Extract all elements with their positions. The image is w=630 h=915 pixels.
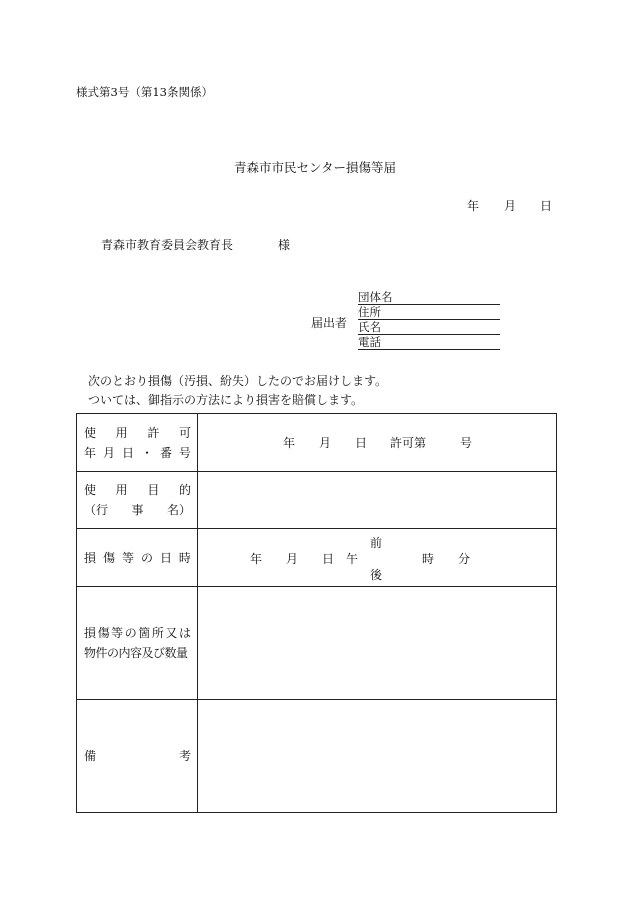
permit-year: 年: [283, 436, 296, 450]
name-field[interactable]: 氏名: [358, 320, 500, 335]
label-char: 損: [84, 550, 97, 565]
label-damage-details: [77, 587, 198, 700]
label-permit: [77, 414, 198, 472]
incident-month: 月: [286, 552, 299, 566]
label-char: 日: [159, 550, 172, 565]
date-day-label: 日: [540, 199, 553, 213]
table-row-damage-details: [77, 587, 557, 700]
label-char: 許: [147, 425, 160, 440]
form-number: 様式第3号（第13条関係）: [76, 85, 213, 99]
label-char: 名）: [166, 503, 191, 517]
label-char: 傷: [97, 626, 110, 640]
incident-day: 日: [322, 552, 335, 566]
label-char: 等: [121, 550, 134, 565]
address-field[interactable]: 住所: [358, 305, 500, 320]
label-remarks: [77, 700, 198, 813]
label-char: の: [140, 550, 153, 565]
date-month-label: 月: [504, 199, 517, 213]
label-char: 使: [84, 425, 97, 440]
label-char: 考: [178, 749, 191, 763]
label-char: 等: [111, 626, 124, 640]
label-char: 時: [178, 550, 191, 565]
permit-day: 日: [355, 436, 368, 450]
label-char: 備: [84, 749, 97, 763]
label-char: 目: [147, 483, 160, 497]
table-row-purpose: [77, 472, 557, 529]
label-char: 用: [115, 483, 128, 497]
permit-prefix: 許可第: [390, 436, 427, 450]
incident-year: 年: [250, 552, 263, 566]
label-char: 損: [84, 626, 97, 640]
label-char: 日: [121, 445, 134, 460]
document-title: 青森市市民センター損傷等届: [233, 160, 396, 175]
label-char: 所: [151, 626, 164, 640]
permit-month: 月: [319, 436, 332, 450]
date-year-label: 年: [467, 199, 480, 213]
permit-number-suffix: 号: [460, 436, 473, 450]
label-char: 可: [178, 425, 191, 440]
label-char: 用: [115, 425, 128, 440]
label-char: 的: [178, 483, 191, 497]
label-char: 傷: [102, 550, 115, 565]
label-datetime: [77, 529, 198, 587]
label-char: 番: [159, 445, 172, 460]
label-char: 箇: [138, 626, 151, 640]
phone-field[interactable]: 電話: [358, 335, 500, 350]
label-char: の: [124, 626, 137, 640]
addressee: 青森市教育委員会教育長: [101, 238, 234, 252]
label-damage-details-line2: 物件の内容及び数量: [84, 646, 188, 660]
label-char: ・: [140, 445, 153, 460]
label-purpose: [77, 472, 198, 529]
value-purpose[interactable]: [198, 472, 557, 529]
incident-minute: 分: [458, 552, 471, 566]
am-label: 前: [370, 536, 383, 550]
label-char: は: [178, 626, 191, 640]
group-name-field[interactable]: 団体名: [358, 290, 500, 305]
form-table: [76, 413, 557, 813]
value-remarks[interactable]: [198, 700, 557, 813]
notifier-label: 届出者: [311, 316, 348, 330]
label-char: 事: [131, 503, 144, 517]
label-char: 月: [102, 445, 115, 460]
table-row-remarks: [77, 700, 557, 813]
value-permit[interactable]: [198, 414, 557, 472]
statement-line-1: 次のとおり損傷（汚損、紛失）したのでお届けします。: [88, 374, 388, 388]
label-char: 年: [84, 445, 97, 460]
incident-hour: 時: [422, 552, 435, 566]
label-char: 又: [165, 626, 178, 640]
label-char: （行: [84, 503, 109, 517]
noon-label: 午: [346, 552, 359, 566]
label-char: 号: [178, 445, 191, 460]
value-datetime[interactable]: [198, 529, 557, 587]
pm-label: 後: [370, 568, 383, 582]
value-damage-details[interactable]: [198, 587, 557, 700]
honorific: 様: [278, 238, 291, 252]
table-row-datetime: [77, 529, 557, 587]
table-row-permit: [77, 414, 557, 472]
label-char: 使: [84, 483, 97, 497]
statement-line-2: ついては、御指示の方法により損害を賠償します。: [88, 393, 364, 407]
